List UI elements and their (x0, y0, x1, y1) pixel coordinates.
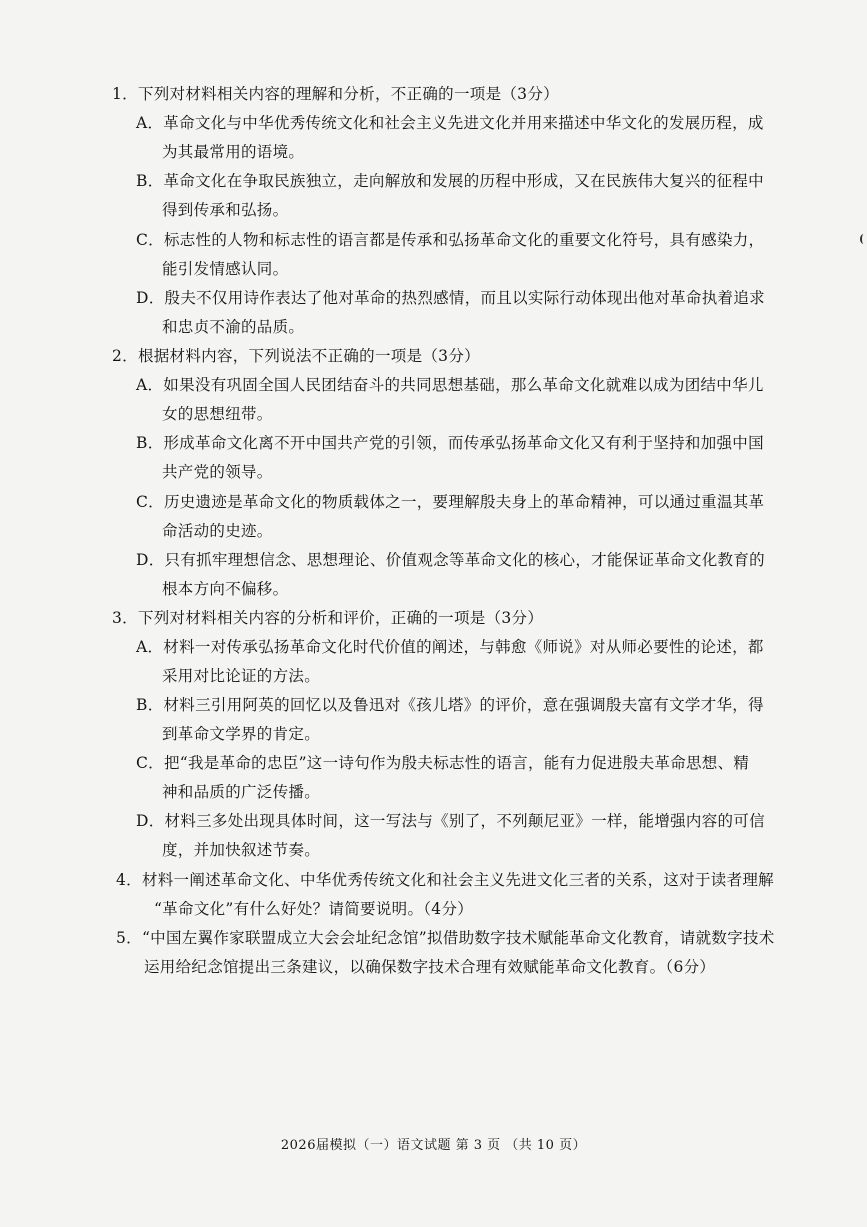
option-line: 采用对比论证的方法。 (162, 667, 321, 685)
option-line: A．材料一对传承弘扬革命文化时代价值的阐述，与韩愈《师说》对从师必要性的论述，都 (136, 638, 764, 656)
option-line: 为其最常用的语境。 (162, 143, 305, 161)
option-line: D．只有抓牢理想信念、思想理论、价值观念等革命文化的核心，才能保证革命文化教育的 (136, 551, 765, 569)
option-line: D．材料三多处出现具体时间，这一写法与《别了，不列颠尼亚》一样，能增强内容的可信 (136, 812, 765, 830)
question-1-option-b (136, 167, 764, 225)
question-line: “革命文化”有什么好处？请简要说明。（4分） (154, 900, 474, 918)
question-3-stem: 3．下列对材料相关内容的分析和评价，正确的一项是（3分） (112, 609, 544, 627)
question-1-option-d (136, 284, 765, 342)
option-line: 能引发情感认同。 (162, 260, 289, 278)
question-2-option-d (136, 546, 765, 604)
question-2-option-b (136, 429, 764, 487)
question-1-option-c (136, 226, 764, 284)
option-line: 根本方向不偏移。 (162, 580, 289, 598)
question-1-option-a (136, 109, 764, 167)
scan-edge-mark (860, 234, 867, 244)
option-line: 命活动的史迹。 (162, 522, 273, 540)
question-line: 5．“中国左翼作家联盟成立大会会址纪念馆”拟借助数字技术赋能革命文化教育，请就数字技术 (116, 929, 775, 947)
question-2-option-c (136, 488, 764, 546)
question-4-stem (116, 866, 774, 924)
option-line: 共产党的领导。 (162, 463, 273, 481)
question-2-stem: 2．根据材料内容，下列说法不正确的一项是（3分） (112, 347, 480, 365)
option-line: B．材料三引用阿英的回忆以及鲁迅对《孩儿塔》的评价，意在强调殷夫富有文学才华，得 (136, 696, 764, 714)
question-line: 运用给纪念馆提出三条建议，以确保数字技术合理有效赋能革命文化教育。（6分） (144, 958, 716, 976)
option-line: 神和品质的广泛传播。 (162, 783, 321, 801)
option-line: 度，并加快叙述节奏。 (162, 841, 321, 859)
page-footer: 2026届模拟（一）语文试题 第 3 页 （共 10 页） (280, 1138, 587, 1153)
option-line: B．革命文化在争取民族独立，走向解放和发展的历程中形成，又在民族伟大复兴的征程中 (136, 172, 764, 190)
option-line: 女的思想纽带。 (162, 405, 273, 423)
option-line: 和忠贞不渝的品质。 (162, 318, 305, 336)
question-2-option-a (136, 371, 764, 429)
question-3-option-c (136, 749, 749, 807)
option-line: A．如果没有巩固全国人民团结奋斗的共同思想基础，那么革命文化就难以成为团结中华儿 (136, 376, 764, 394)
option-line: D．殷夫不仅用诗作表达了他对革命的热烈感情，而且以实际行动体现出他对革命执着追求 (136, 289, 765, 307)
question-5-stem (116, 924, 775, 982)
option-line: 得到传承和弘扬。 (162, 201, 289, 219)
option-line: A．革命文化与中华优秀传统文化和社会主义先进文化并用来描述中华文化的发展历程，成 (136, 114, 764, 132)
question-line: 4．材料一阐述革命文化、中华优秀传统文化和社会主义先进文化三者的关系，这对于读者理解 (116, 871, 774, 889)
option-line: C．历史遗迹是革命文化的物质载体之一，要理解殷夫身上的革命精神，可以通过重温其革 (136, 493, 765, 511)
option-line: C．把“我是革命的忠臣”这一诗句作为殷夫标志性的语言，能有力促进殷夫革命思想、精 (136, 754, 750, 772)
option-line: C．标志性的人物和标志性的语言都是传承和弘扬革命文化的重要文化符号，具有感染力， (136, 231, 765, 249)
question-3-option-d (136, 807, 765, 865)
option-line: B．形成革命文化离不开中国共产党的引领，而传承弘扬革命文化又有利于坚持和加强中国 (136, 434, 764, 452)
question-3-option-a (136, 633, 764, 691)
question-3-option-b (136, 691, 764, 749)
option-line: 到革命文学界的肯定。 (162, 725, 321, 743)
question-1-stem: 1．下列对材料相关内容的理解和分析，不正确的一项是（3分） (112, 85, 559, 103)
